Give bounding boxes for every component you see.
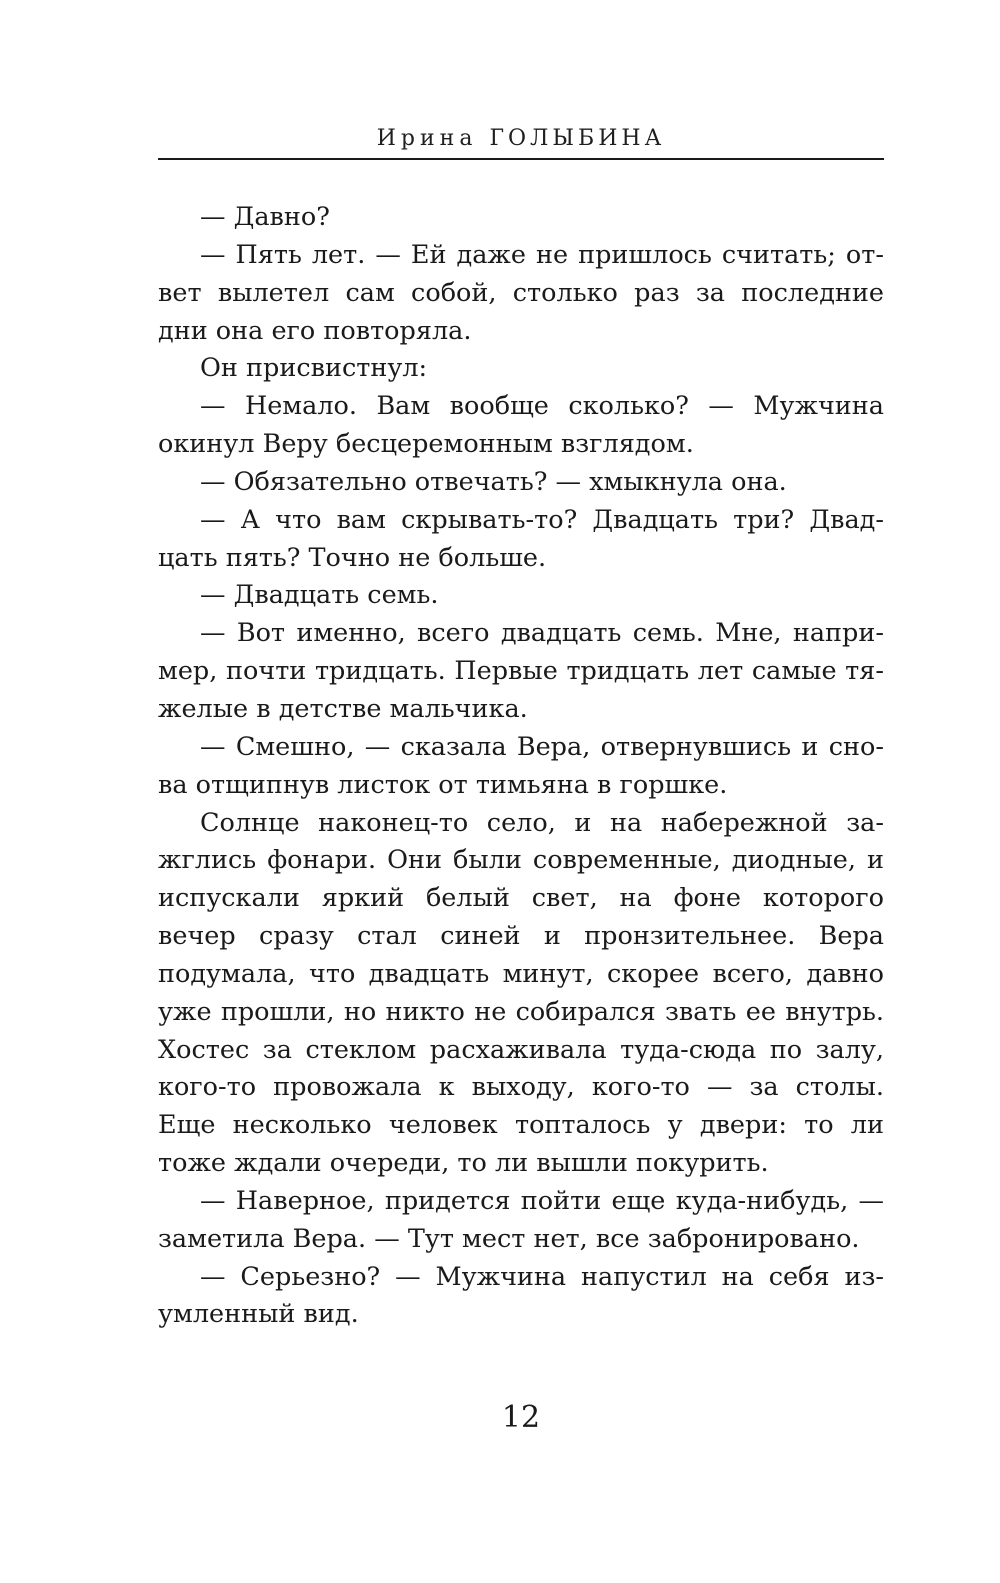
paragraph: — Двадцать семь. — [200, 580, 439, 611]
book-page — [158, 0, 884, 1583]
paragraph: — А что вам скрывать-то? Двадцать три? Двадцать пять? Точно не больше. — [158, 504, 884, 573]
author-last-name: ГОЛЫБИНА — [489, 126, 666, 151]
paragraph: Солнце наконец-то село, и на набережной зажглись фонари. Они были современные, диодные, и испускали яркий белый свет, на фоне которого вечер сразу стал синей и пронзительнее. Вера подумала, что двадцать минут, скорее всего, давно уже прошли, но никто не собирался звать ее внутрь. Хостес за стеклом расхаживала туда-сюда по залу, кого-то провожала к выходу, кого-то — за столы. Еще несколько человек топталось у двери: то ли тоже ждали очереди, то ли вышли покурить. — [158, 807, 884, 1179]
body-text — [158, 199, 884, 1334]
paragraph: Он присвистнул: — [200, 353, 428, 384]
paragraph: — Вот именно, всего двадцать семь. Мне, например, почти тридцать. Первые тридцать лет самые тяжелые в детстве мальчика. — [158, 618, 884, 724]
paragraph: — Обязательно отвечать? — хмыкнула она. — [200, 466, 787, 497]
header-rule — [158, 158, 884, 160]
paragraph: — Наверное, придется пойти еще куда-нибудь, — заметила Вера. — Тут мест нет, все забронировано. — [158, 1185, 884, 1254]
author-first-name: Ирина — [376, 126, 478, 151]
page-number: 12 — [501, 1400, 541, 1435]
paragraph: — Немало. Вам вообще сколько? — Мужчина окинул Веру бесцеремонным взглядом. — [158, 391, 884, 460]
paragraph: — Пять лет. — Ей даже не пришлось считать; ответ вылетел сам собой, столько раз за последние дни она его повторяла. — [158, 239, 884, 346]
paragraph: — Смешно, — сказала Вера, отвернувшись и снова отщипнув листок от тимьяна в горшке. — [158, 731, 884, 800]
paragraph: — Давно? — [200, 202, 330, 232]
running-head — [158, 126, 884, 151]
paragraph: — Серьезно? — Мужчина напустил на себя изумленный вид. — [158, 1261, 884, 1330]
